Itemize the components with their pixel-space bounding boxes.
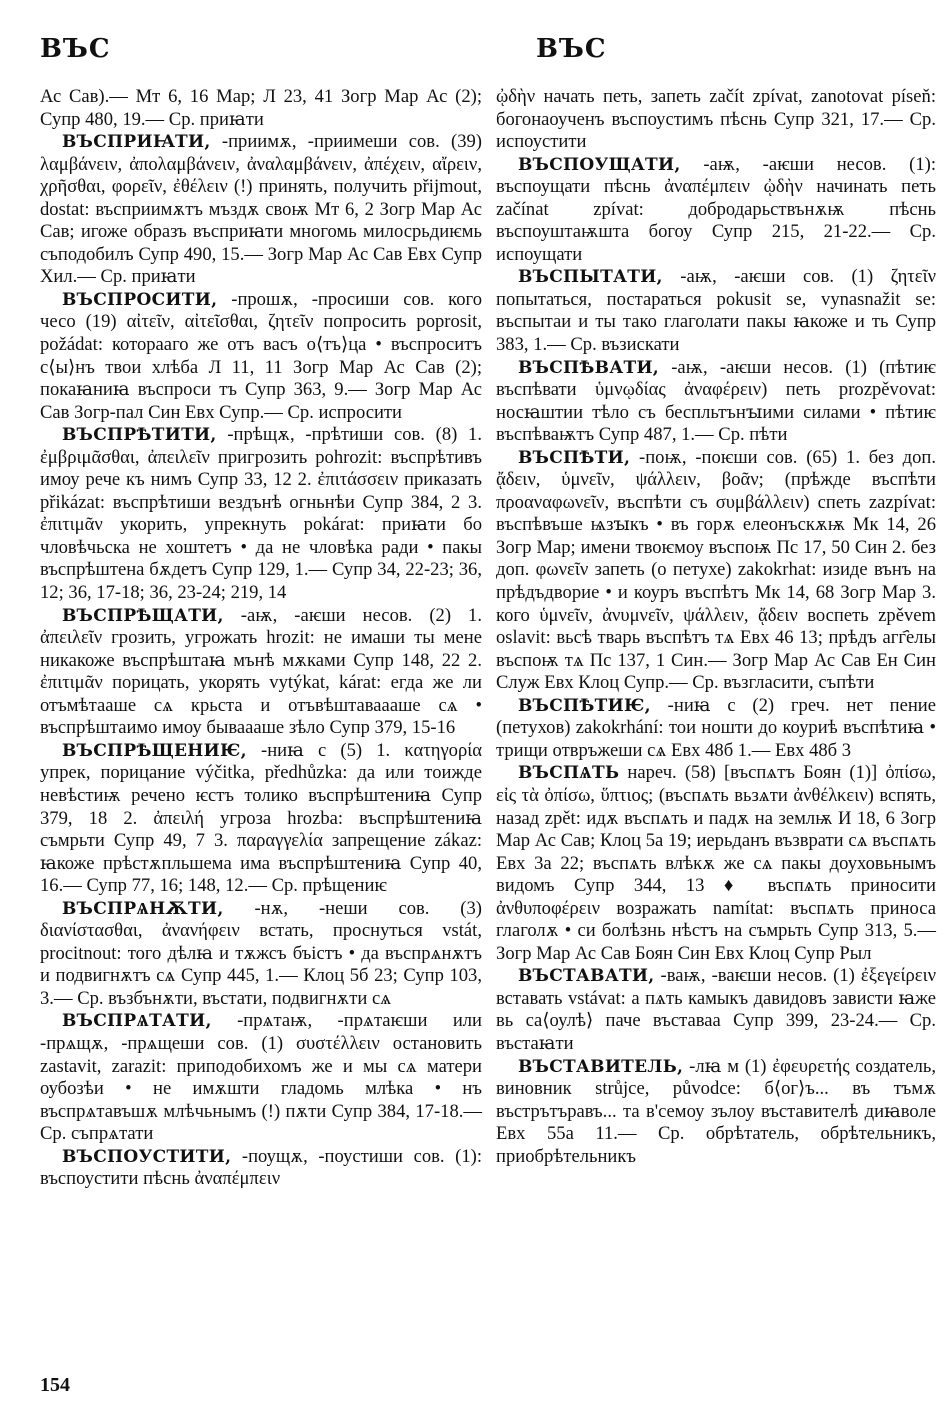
headword: ВЪСПѢТИ, [518, 447, 631, 468]
headword: ВЪСПѢВАТИ, [518, 357, 660, 378]
dictionary-entry [40, 898, 482, 1011]
headword: ВЪСПРѦТАТИ, [62, 1011, 212, 1032]
running-head-right: ВЪС [536, 34, 607, 64]
headword: ВЪСПРѢЩЕНИѤ, [62, 740, 247, 761]
headword: ВЪСПѢТИѤ, [518, 695, 651, 716]
entry-body: -нѫ, -неши сов. (3) διανίστασθαι, ἀνανήφειν встать, проснуться vstát, procitnout: того дѣлꙗ и тѫжсъ бъістъ • да въспрѧнѫтъ и подвигнѫтъ сѧ Супр 445, 1.— Клоц 5б 23; Супр 103, 3.— Ср. възбънѫти, въстати, подвигнѫти сѧ [40, 897, 482, 1009]
dictionary-entry [496, 357, 936, 447]
entry-body: -аѭ, -аѥши несов. (1) (пѣтиѥ въспѣвати ὑμνῳδίας ἀναφέρειν) петь prozpěvovat: носꙗштии тѣло съ беспльтънꙑими силами • пѣтиѥ въспѣваѭтъ Супр 487, 1.— Ср. пѣти [496, 356, 936, 446]
left-column [40, 86, 482, 1191]
headword: ВЪСПОУСТИТИ, [62, 1146, 232, 1167]
entry-continuation [496, 86, 936, 154]
right-column [496, 86, 936, 1168]
entry-body: -ниꙗ с (5) 1. κατηγορία упрек, порицание výčitka, předhůzka: да или тоижде невѣстиѭ речено ѥстъ толико въспрѣштениꙗ Супр 379, 18 2. ἀπειλή угроза hrozba: въспрѣштениꙗ съмрьти Супр 49, 7 3. παραγγελία запрещение zákaz: ꙗкоже прѣстѫпльшема има въспрѣштениꙗ Супр 40, 16.— Супр 77, 16; 148, 12.— Ср. прѣщениѥ [40, 739, 482, 897]
dictionary-entry [496, 762, 936, 965]
dictionary-entry [496, 447, 936, 695]
dictionary-entry [40, 1010, 482, 1145]
entry-body: -аѭ, -аѥши несов. (1): въспоущати пѣснь ἀναπέμπειν ᾠδὴν начинать петь začínat zpívat: добродарьствънѫѭ пѣснь въспоуштаѭшта богоу Супр 215, 21-22.— Ср. испоущати [496, 153, 936, 265]
entry-body: -поѭ, -поѥши сов. (65) 1. без доп. ᾄδειν, ὑμνεῖν, ψάλλειν, βοᾶν; (прѣжде въспѣти προαναφωνεῖν, въспѣти съ συμβάλλειν) спеть zazpívat: въспѣвъше ѩзꙑкъ • въ горѫ елеонъскѫѭ Мк 14, 26 Зогр Мар; имени твоѥмоу въспоѭ Пс 17, 50 Син 2. без доп. φωνεῖν запеть (о петухе) zakokrhat: изиде вънъ на прѣдъдворие • и коуръ въспѣтъ Мк 14, 68 Зогр Мар 3. кого ὑμνεῖν, ἀνυμνεῖν, ψάλλειν, ᾄδειν воспеть zpěvem oslavit: вьсѣ тварь въспѣтъ тѧ Евх 46 13; прѣдъ агг҄елы въспоѭ тѧ Пс 137, 1 Син.— Зогр Мар Ас Сав Ен Син Служ Евх Клоц Супр.— Ср. възгласити, съпѣти [496, 446, 936, 694]
entry-body: -приимѫ, -приимеши сов. (39) λαμβάνειν, ἀπολαμβάνειν, ἀναλαμβάνειν, ἀπέχειν, αἴρειν, χρῆσθαι, φορεῖν, ἐθέλειν (!) принять, получить přijmout, dostat: въсприимѫтъ мъздѫ своѭ Мт 6, 2 Зогр Мар Ас Сав; игоже образъ въсприꙗти многомь милосрьдиѥмь съподобилъ Супр 490, 15.— Зогр Мар Ас Сав Евх Супр Хил.— Ср. приꙗти [40, 131, 482, 288]
page-number: 154 [40, 1374, 70, 1396]
headword: ВЪСПРѢЩАТИ, [62, 605, 224, 626]
headword: ВЪСТАВАТИ, [518, 966, 655, 987]
entry-body: -ваѭ, -ваѥши несов. (1) ἐξεγείρειν вставать vstávat: а пѧть камыкъ давидовъ зависти ꙗже вь са⟨оулѣ⟩ паче въставаа Супр 399, 23-24.— Ср. въстаꙗти [496, 965, 936, 1054]
dictionary-entry [40, 289, 482, 424]
headword: ВЪСПРѦНѪТИ, [62, 898, 224, 919]
entry-body: -прѣщѫ, -прѣтиши сов. (8) 1. ἐμβριμᾶσθαι, ἀπειλεῖν пригрозить pohrozit: въспрѣтивъ имоу рече къ нимъ Супр 33, 12 2. ἐπιτάσσειν приказать přikázat: въспрѣтиши вездънѣ огньнѣи Супр 384, 2 3. ἐπιτιμᾶν укорить, упрекнуть pokárat: приꙗти бо чловѣчьска не хоштетъ • да не чловѣка ради • пакы въспрѣштена бѫдетъ Супр 129, 1.— Супр 34, 22-23; 36, 12; 36, 17-18; 36, 23-24; 219, 14 [40, 424, 482, 604]
dictionary-entry [496, 965, 936, 1055]
dictionary-entry [496, 695, 936, 763]
dictionary-entry [40, 605, 482, 740]
headword: ВЪСПЫТАТИ, [518, 267, 663, 288]
dictionary-entry [496, 266, 936, 356]
headword: ВЪСПРИꙖТИ, [62, 132, 211, 153]
entry-body: нареч. (58) [въспѧтъ Боян (1)] ὀπίσω, εἰς τὰ ὀπίσω, ὕπτιος; (въспѧть вьзѧти ἀνθέλκειν) вспять, назад zpět: идѫ въспѧть и падѫ на землѭ И 18, 6 Зогр Мар Ас Сав; Клоц 5а 19; иерьданъ възврати сѧ въспѧть Евх 3а 22; въспѧть влѣкѫ же сѧ пакы доуховьнымъ видомъ Супр 344, 13 ♦ въспѧть приносити ἀνθυποφέρειν возражать namítat: въспѧть приноса глаголѫ • си болѣзнь нѣстъ на съмрьть Супр 313, 5.— Зогр Мар Ас Сав Боян Син Евх Клоц Супр Рыл [496, 762, 936, 964]
headword: ВЪСПРѢТИТИ, [62, 425, 217, 446]
entry-body: -аѭ, -аѥши несов. (2) 1. ἀπειλεῖν грозить, угрожать hrozit: не имаши ты мене никакоже въспрѣштаꙗ мънѣ мѫками Супр 148, 22 2. ἐπιτιμᾶν порицать, укорять vytýkat, kárat: егда же ли отъмѣтааше сѧ крьста и отъвѣштаваааше сѧ • въспрѣштаимо имоу бываааше зѣло Супр 379, 15-16 [40, 604, 482, 739]
dictionary-entry [40, 424, 482, 604]
dictionary-entry [40, 740, 482, 898]
dictionary-entry [40, 1146, 482, 1191]
entry-body: -прошѫ, -просиши сов. кого чесо (19) αἰτεῖν, αἰτεῖσθαι, ζητεῖν попросить poprosit, požádat: которааго же отъ васъ о⟨тъ⟩ца • въспроситъ с⟨ы⟩нъ твои хлѣба Л 11, 11 Зогр Мар Ас Сав (2); покаꙗниꙗ въспроси тъ Супр 363, 9.— Зогр Мар Ас Сав Зогр-пал Син Евх Супр.— Ср. испросити [40, 288, 482, 423]
entry-body: ᾠδὴν начать петь, запеть začít zpívat, zanotovat píseň: богонаоученъ въспоустимъ пѣснь Супр 321, 17.— Ср. испоустити [496, 86, 936, 153]
headword: ВЪСПѦТЬ [518, 763, 620, 784]
entry-body: -ниꙗ с (2) греч. нет пение (петухов) zakokrhání: тои ношти до коуриѣ въспѣтиꙗ • трищи отвръжеши сѧ Евх 48б 1.— Евх 48б 3 [496, 694, 936, 761]
dictionary-entry [40, 131, 482, 289]
running-head-left: ВЪС [40, 34, 111, 64]
entry-continuation [40, 86, 482, 131]
entry-body: -поущѫ, -поустиши сов. (1): въспоустити пѣснь ἀναπέμπειν [40, 1145, 482, 1190]
dictionary-entry [496, 1056, 936, 1169]
entry-body: Ас Сав).— Мт 6, 16 Мар; Л 23, 41 Зогр Мар Ас (2); Супр 480, 19.— Ср. приꙗти [40, 86, 482, 130]
headword: ВЪСТАВИТЕЛЬ, [518, 1056, 684, 1077]
entry-body: -аѭ, -аѥши сов. (1) ζητεῖν попытаться, постараться pokusit se, vynasnažit se: въспытаи и ты тако глаголати пакы ꙗкоже и ть Супр 383, 1.— Ср. възискати [496, 266, 936, 356]
entry-body: -лꙗ м (1) ἐφευρετής создатель, виновник strůjce, původce: б⟨ог⟩ъ... въ тъмѫ въстрътъравъ... та в'семоу зълоу въставителѣ диꙗволе Евх 55а 11.— Ср. обрѣтатель, обрѣтельникъ, приобрѣтельникъ [496, 1055, 936, 1167]
entry-body: -прѧтаѭ, -прѧтаѥши или -прѧщѫ, -прѧщеши сов. (1) συστέλλειν остановить zastavit, zarazit: приподобихомъ же и мы сѧ матери оубозѣи • не имѫшти гладомь млѣка • нъ въспрѧтавъшѫ млѣчьнымъ (!) пѫти Супр 384, 17-18.— Ср. съпрѧтати [40, 1010, 482, 1145]
dictionary-entry [496, 154, 936, 267]
headword: ВЪСПРОСИТИ, [62, 289, 218, 310]
headword: ВЪСПОУЩАТИ, [518, 154, 681, 175]
